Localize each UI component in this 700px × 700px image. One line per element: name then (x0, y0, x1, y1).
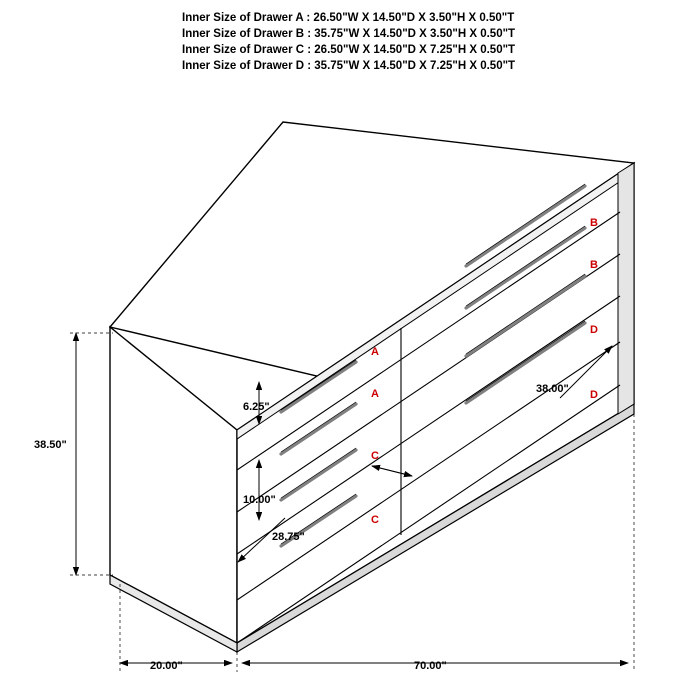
drawer-label-c1: C (371, 450, 379, 462)
spec-line-c: Inner Size of Drawer C : 26.50"W X 14.50"D X 7.25"H X 0.50"T (182, 44, 516, 56)
height-dimension-label: 38.50" (34, 439, 67, 451)
spec-line-a: Inner Size of Drawer A : 26.50"W X 14.50"D X 3.50"H X 0.50"T (182, 12, 515, 24)
drawer-label-d2: D (590, 389, 598, 401)
drawer-label-b2: B (590, 259, 598, 271)
spec-line-b: Inner Size of Drawer B : 35.75"W X 14.50"D X 3.50"H X 0.50"T (182, 28, 516, 40)
top-offset-label: 6.25" (243, 401, 270, 413)
drawer-label-b1: B (590, 217, 598, 229)
depth-dimension-label: 20.00" (150, 660, 183, 672)
drawer-label-a2: A (371, 388, 379, 400)
low-offset-label: 28.75" (272, 531, 305, 543)
right-edge-accent (618, 163, 634, 414)
side-diagonal-label: 38.00" (536, 383, 569, 395)
drawer-label-a1: A (371, 346, 379, 358)
spec-line-d: Inner Size of Drawer D : 35.75"W X 14.50"D X 7.25"H X 0.50"T (182, 60, 516, 72)
drawer-label-c2: C (371, 514, 379, 526)
drawer-label-d1: D (590, 324, 598, 336)
mid-offset-label: 10.00" (243, 494, 276, 506)
left-side-panel (110, 327, 237, 643)
width-dimension-label: 70.00" (414, 660, 447, 672)
